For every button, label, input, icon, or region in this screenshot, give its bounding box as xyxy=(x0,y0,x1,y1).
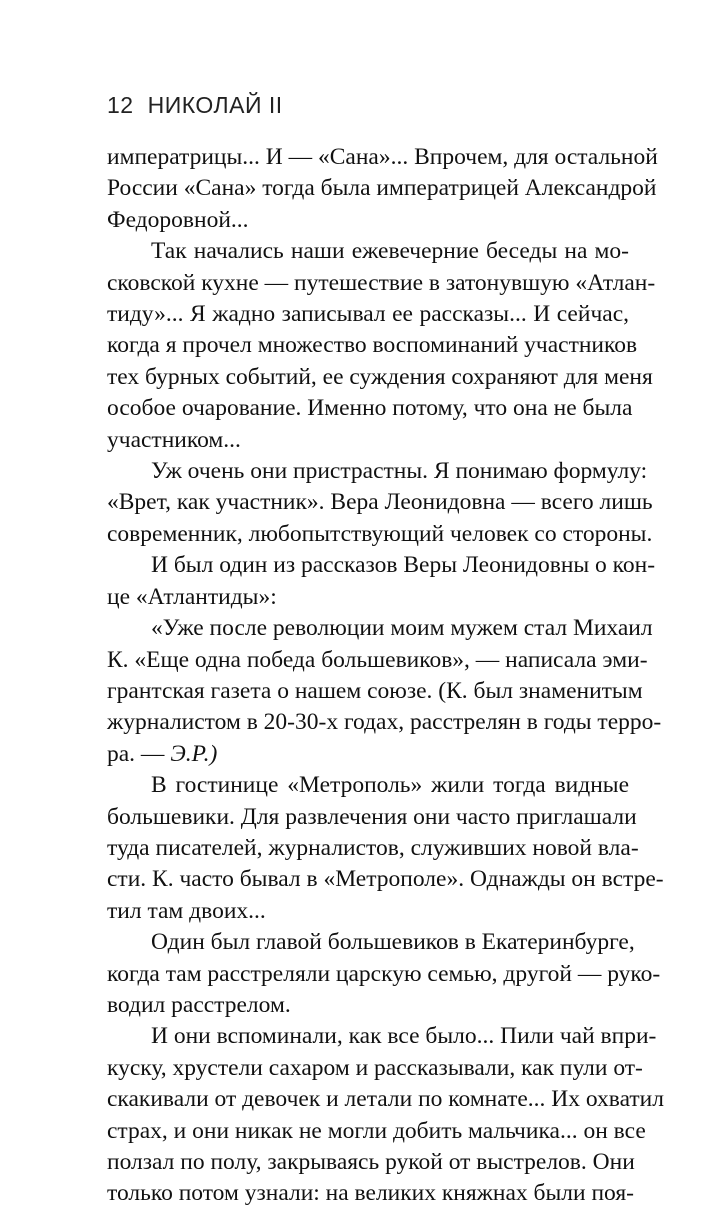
running-head xyxy=(107,92,283,119)
text-line xyxy=(107,739,629,770)
text-line-content: И они вспоминали, как все было... Пили чай впри- xyxy=(151,1023,657,1050)
page-number: 12 xyxy=(107,92,134,118)
text-line xyxy=(107,1147,635,1178)
text-line-content: К. «Еще одна победа большевиков», — написала эми- xyxy=(107,646,648,673)
text-line xyxy=(107,236,629,267)
text-line xyxy=(107,864,664,895)
text-line-content: страх, и они никак не могли добить мальчика... он все xyxy=(107,1117,646,1144)
text-line-content: тех бурных событий, ее суждения сохраняют для меня xyxy=(107,363,653,390)
text-line-content: Так начались наши ежевечерние беседы на мо- xyxy=(151,238,629,265)
text-line-content: ползал по полу, закрываясь рукой от выстрелов. Они xyxy=(107,1149,635,1175)
text-line-content: когда я прочел множество воспоминаний участников xyxy=(107,332,638,359)
text-line xyxy=(107,205,629,236)
text-line xyxy=(107,613,653,644)
text-line-content: В гостинице «Метрополь» жили тогда видные xyxy=(151,772,629,799)
text-line xyxy=(107,582,629,613)
text-line-content: России «Сана» тогда была императрицей Александрой xyxy=(107,175,657,202)
text-line-content: И был один из рассказов Веры Леонидовны о кон- xyxy=(151,552,656,579)
text-line-content: грантская газета о нашем союзе. (К. был знаменитым xyxy=(107,677,643,704)
text-line xyxy=(107,456,648,487)
text-line-content: журналистом в 20-30-х годах, расстрелян в годы терро- xyxy=(107,709,662,736)
text-line xyxy=(107,927,635,958)
text-line-content: большевики. Для развлечения они часто приглашали xyxy=(107,803,637,830)
text-line-content: современник, любопытствующий человек со стороны. xyxy=(107,520,653,547)
text-line xyxy=(107,425,629,456)
text-line xyxy=(107,142,658,173)
text-line-content: скакивали от девочек и летали по комнате... Их охватил xyxy=(107,1086,664,1113)
text-line xyxy=(107,1178,634,1209)
text-line xyxy=(107,550,656,581)
text-line xyxy=(107,645,648,676)
text-line xyxy=(107,959,661,990)
text-line xyxy=(107,1116,646,1147)
text-line xyxy=(107,833,639,864)
text-line xyxy=(107,1053,643,1084)
text-line-content: сковской кухне — путешествие в затонувшую «Атлан- xyxy=(107,269,656,296)
text-line xyxy=(107,519,653,550)
text-line xyxy=(107,1021,657,1052)
text-line xyxy=(107,707,662,738)
text-line xyxy=(107,990,629,1021)
text-line-content: Уж очень они пристрастны. Я понимаю формулу: xyxy=(151,458,648,485)
text-line-content: «Уже после революции моим мужем стал Михаил xyxy=(151,615,653,642)
text-line-content: когда там расстреляли царскую семью, другой — руко- xyxy=(107,960,661,987)
text-line xyxy=(107,362,653,393)
body-text xyxy=(107,142,664,1210)
text-line xyxy=(107,1084,664,1115)
text-line-content: це «Атлантиды»: xyxy=(107,583,277,610)
text-line-content: Один был главой большевиков в Екатеринбурге, xyxy=(151,929,635,956)
text-line-content: императрицы... И — «Сана»... Впрочем, для остальной xyxy=(107,144,658,170)
text-line xyxy=(107,393,633,424)
text-line xyxy=(107,802,637,833)
text-line-content: ра. — xyxy=(107,740,171,767)
text-line-content: «Врет, как участник». Вера Леонидовна — всего лишь xyxy=(107,489,653,516)
text-line xyxy=(107,770,629,801)
text-line xyxy=(107,487,653,518)
text-line xyxy=(107,330,638,361)
text-line-content: сти. К. часто бывал в «Метрополе». Однажды он встре- xyxy=(107,866,664,893)
editor-initials: Э.Р.) xyxy=(170,740,218,767)
text-line-content: Федоровной... xyxy=(107,206,249,233)
text-line xyxy=(107,173,657,204)
running-title: НИКОЛАЙ II xyxy=(147,92,283,118)
text-line-content: тиду»... Я жадно записывал ее рассказы... И сейчас, xyxy=(107,301,629,328)
text-line xyxy=(107,268,656,299)
text-line-content: только потом узнали: на великих княжнах были поя- xyxy=(107,1180,634,1207)
text-line-content: особое очарование. Именно потому, что она не была xyxy=(107,395,633,422)
text-line-content: туда писателей, журналистов, служивших новой вла- xyxy=(107,834,639,861)
text-line xyxy=(107,896,629,927)
text-line-content: участником... xyxy=(107,426,241,453)
text-line-content: тил там двоих... xyxy=(107,897,266,924)
text-line-content: куску, хрустели сахаром и рассказывали, как пули от- xyxy=(107,1054,643,1081)
text-line xyxy=(107,676,643,707)
text-line xyxy=(107,299,629,330)
text-line-content: водил расстрелом. xyxy=(107,991,291,1018)
